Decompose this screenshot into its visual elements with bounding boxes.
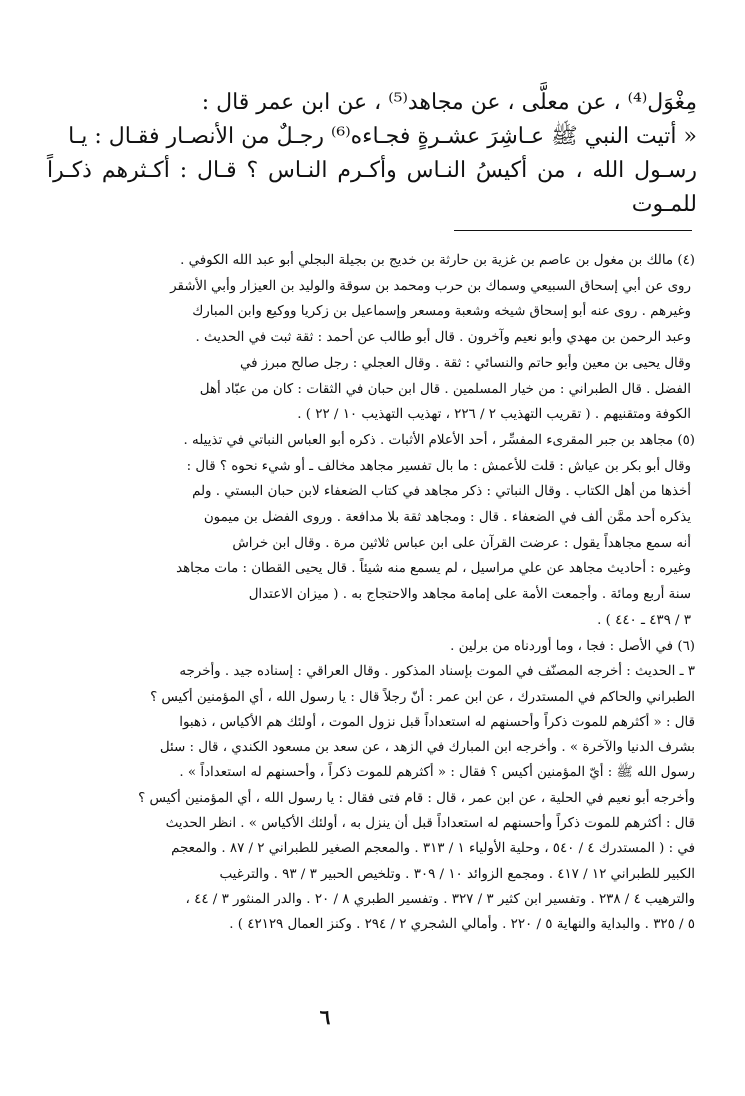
- footnote-line: وغيره : أحاديث مجاهد عن علي مراسيل ، لم يسمع منه شيئاً . قال يحيى القطان : مات مجاهد: [176, 561, 691, 577]
- footnote-line: والترهيب ٤ / ٢٣٨ . وتفسير ابن كثير ٣ / ٣٢٧ . وتفسير الطبري ٨ / ٢٠ . والدر المنثور ٣ / ٤٤ ،: [185, 891, 695, 907]
- footnote-line: الكبير للطبراني ١٢ / ٤١٧ . ومجمع الزوائد ١٠ / ٣٠٩ . وتلخيص الحبير ٣ / ٩٣ . والترغيب: [219, 866, 695, 882]
- footnote-line: وقال يحيى بن معين وأبو حاتم والنسائي : ثقة . وقال العجلي : رجل صالح مبرز في: [239, 355, 691, 371]
- footnote-line: وعبد الرحمن بن مهدي وأبو نعيم وآخرون . قال أبو طالب عن أحمد : ثقة ثبت في الحديث .: [195, 330, 691, 346]
- footnote-line: رسول الله ﷺ : أيّ المؤمنين أكيس ؟ فقال : « أكثرهم للموت ذكراً ، وأحسنهم له استعداداً » .: [179, 765, 695, 781]
- footnote-line: قال : « أكثرهم للموت ذكراً وأحسنهم له استعداداً قبل نزول الموت ، أولئك هم الأكياس ، ذهبوا: [179, 714, 695, 730]
- footnote-line: ٥ / ٣٢٥ . والبداية والنهاية ٥ / ٢٢٠ . وأمالي الشجري ٢ / ٢٩٤ . وكنز العمال ٤٢١٢٩ ) .: [229, 917, 695, 933]
- page-number: ٦: [319, 1005, 331, 1029]
- footnote-line: أخذها من أهل الكتاب . وقال النباتي : ذكر مجاهد في كتاب الضعفاء لابن حبان البستي . ولم: [192, 484, 691, 500]
- footnote-hadith-3: [50, 659, 695, 937]
- main-line: رسـول الله ، من أكيسُ النـاس وأكـرم النـاس ؟ قـال : أكـثرهم ذكـراً للمـوت: [47, 158, 697, 217]
- footnote-line: ٣ ـ الحديث : أخرجه المصنّف في الموت بإسناد المذكور . وقال العراقي : إسناده جيد . وأخرجه: [179, 664, 695, 680]
- footnote-line: بشرف الدنيا والآخرة » . وأخرجه ابن المبارك في الزهد ، عن سعد بن مسعود الكندي ، قال : سئل: [159, 740, 695, 756]
- footnote-line: (٤) مالك بن مغول بن عاصم بن غزية بن حارثة بن خديج بن بجيلة البجلي أبو عبد الله الكوفي .: [180, 253, 695, 268]
- footnote-line: الكوفة ومتقنيهم . ( تقريب التهذيب ٢ / ٢٢٦ ، تهذيب التهذيب ١٠ / ٢٢ ) .: [297, 407, 691, 423]
- main-line: مِغْوَل⁽⁴⁾ ، عن معلَّى ، عن مجاهد⁽⁵⁾ ، عن ابن عمر قال :: [201, 90, 697, 115]
- footnote-line: وقال أبو بكر بن عياش : قلت للأعمش : ما بال تفسير مجاهد مخالف ـ أو شيء نحوه ؟ قال :: [186, 458, 691, 474]
- footnote-line: وأخرجه أبو نعيم في الحلية ، عن ابن عمر ، قال : قام فتى فقال : يا رسول الله ، أي المؤمنين أكيس ؟: [138, 790, 695, 806]
- footnote-line: في : ( المستدرك ٤ / ٥٤٠ ، وحلية الأولياء ١ / ٣١٣ . والمعجم الصغير للطبراني ٢ / ٨٧ . والمعجم: [171, 841, 695, 857]
- footnote-5: [50, 428, 695, 634]
- footnotes: [50, 248, 695, 938]
- footnote-separator: [454, 230, 692, 231]
- footnote-line: الطبراني والحاكم في المستدرك ، عن ابن عمر : أنّ رجلاً قال : يا رسول الله ، أي المؤمنين أكيس ؟: [150, 689, 695, 705]
- footnote-line: يذكره أحد ممَّن ألف في الضعفاء . قال : ومجاهد ثقة بلا مدافعة . وروى الفضل بن ميمون: [203, 510, 691, 526]
- footnote-line: الفضل . قال الطبراني : من خيار المسلمين . قال ابن حبان في الثقات : كان من عبّاد أهل: [199, 381, 691, 397]
- main-line: « أتيت النبي ﷺ عـاشِرَ عشـرةٍ فجـاءه⁽⁶⁾ رجـلٌ من الأنصـار فقـال : يـا: [68, 124, 697, 149]
- footnote-line: روى عن أبي إسحاق السبيعي وسماك بن حرب ومحمد بن سوقة والوليد بن العيزار وأبي الأشقر: [170, 278, 691, 294]
- footnote-line: (٦) في الأصل : فجا ، وما أوردناه من برلين .: [450, 638, 695, 654]
- footnote-6: [50, 634, 695, 660]
- footnote-line: قال : أكثرهم للموت ذكراً وأحسنهم له استعداداً قبل أن ينزل به ، أولئك الأكياس » . انظر الحديث: [165, 816, 695, 832]
- footnote-line: (٥) مجاهد بن جبر المقرىء المفسِّر ، أحد الأعلام الأثبات . ذكره أبو العباس النباتي في تذييله .: [183, 432, 695, 448]
- main-text: [47, 86, 697, 222]
- footnote-line: ٣ / ٤٣٩ ـ ٤٤٠ ) .: [597, 612, 691, 628]
- footnote-line: أنه سمع مجاهداً يقول : عرضت القرآن على ابن عباس ثلاثين مرة . وقال ابن خراش: [232, 535, 691, 551]
- footnote-line: سنة أربع ومائة . وأجمعت الأمة على إمامة مجاهد والاحتجاج به . ( ميزان الاعتدال: [248, 587, 691, 603]
- footnote-4: [50, 248, 695, 428]
- footnote-line: وغيرهم . روى عنه أبو إسحاق شيخه وشعبة ومسعر وإسماعيل بن زكريا ووكيع وابن المبارك: [192, 304, 691, 320]
